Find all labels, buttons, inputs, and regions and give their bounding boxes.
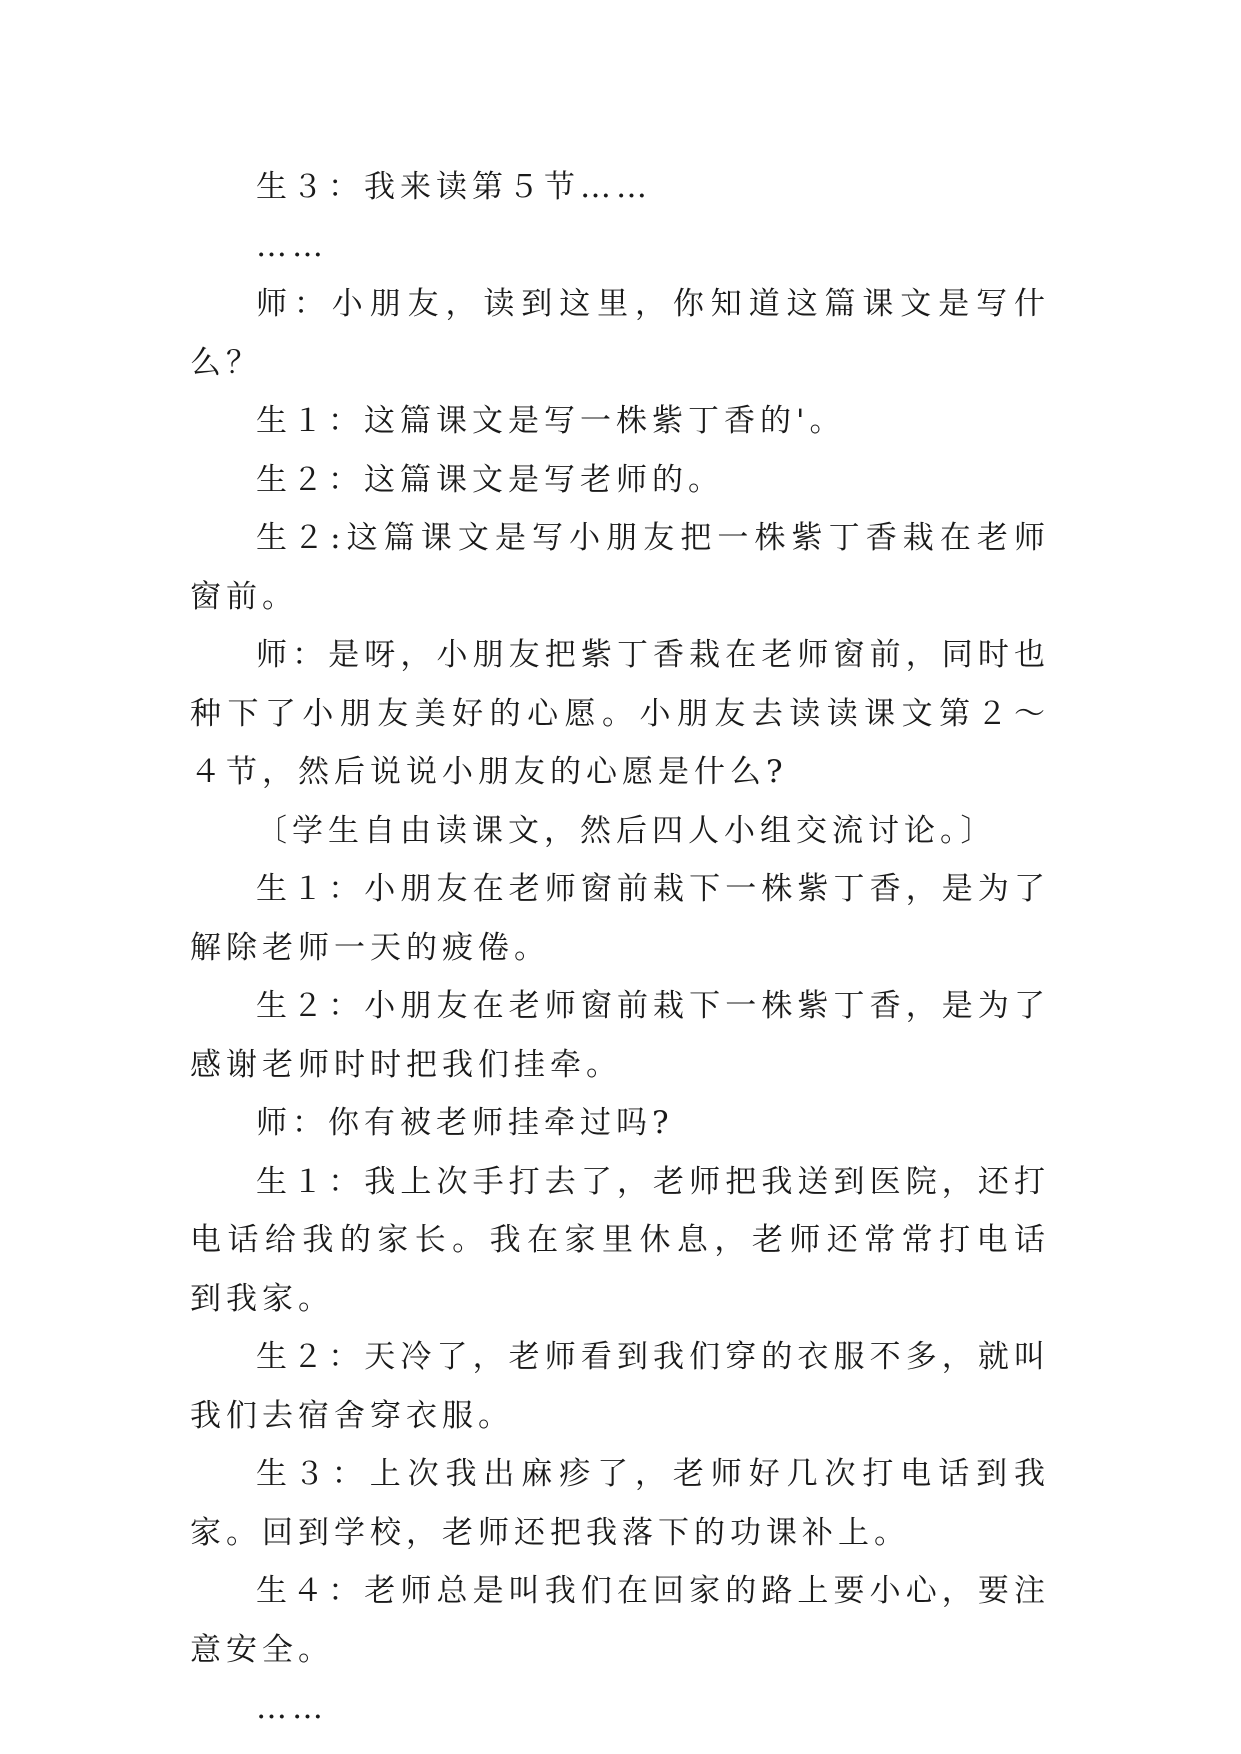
paragraph: 生３：上次我出麻疹了，老师好几次打电话到我家。回到学校，老师还把我落下的功课补上。 (190, 1456, 1050, 1551)
paragraph: 生２:这篇课文是写小朋友把一株紫丁香栽在老师窗前。 (190, 520, 1050, 615)
paragraph: …… (256, 227, 328, 264)
paragraph: 师：是呀，小朋友把紫丁香栽在老师窗前，同时也种下了小朋友美好的心愿。小朋友去读读课文第２～４节，然后说说小朋友的心愿是什么? (190, 637, 1050, 790)
paragraph: 生２：天冷了，老师看到我们穿的衣服不多，就叫我们去宿舍穿衣服。 (190, 1339, 1050, 1434)
paragraph: …… (256, 1690, 328, 1726)
paragraph: 生１：我上次手打去了，老师把我送到医院，还打电话给我的家长。我在家里休息，老师还常常打电话到我家。 (190, 1163, 1050, 1317)
paragraph: 师：你有被老师挂牵过吗? (256, 1105, 674, 1141)
paragraph: 生３：我来读第５节…… (256, 169, 652, 205)
paragraph: 〔学生自由读课文，然后四人小组交流讨论。〕 (256, 812, 997, 849)
paragraph: 师：小朋友，读到这里，你知道这篇课文是写什么？ (190, 286, 1050, 381)
paragraph: 生１：小朋友在老师窗前栽下一株紫丁香，是为了解除老师一天的疲倦。 (190, 871, 1050, 966)
paragraph: 生１：这篇课文是写一株紫丁香的'。 (256, 403, 846, 439)
paragraph: 生４：老师总是叫我们在回家的路上要小心，要注意安全。 (190, 1573, 1050, 1668)
paragraph: 生２：这篇课文是写老师的。 (256, 461, 724, 498)
text-body (190, 158, 1050, 1738)
paragraph: 生２：小朋友在老师窗前栽下一株紫丁香，是为了感谢老师时时把我们挂牵。 (190, 988, 1050, 1083)
